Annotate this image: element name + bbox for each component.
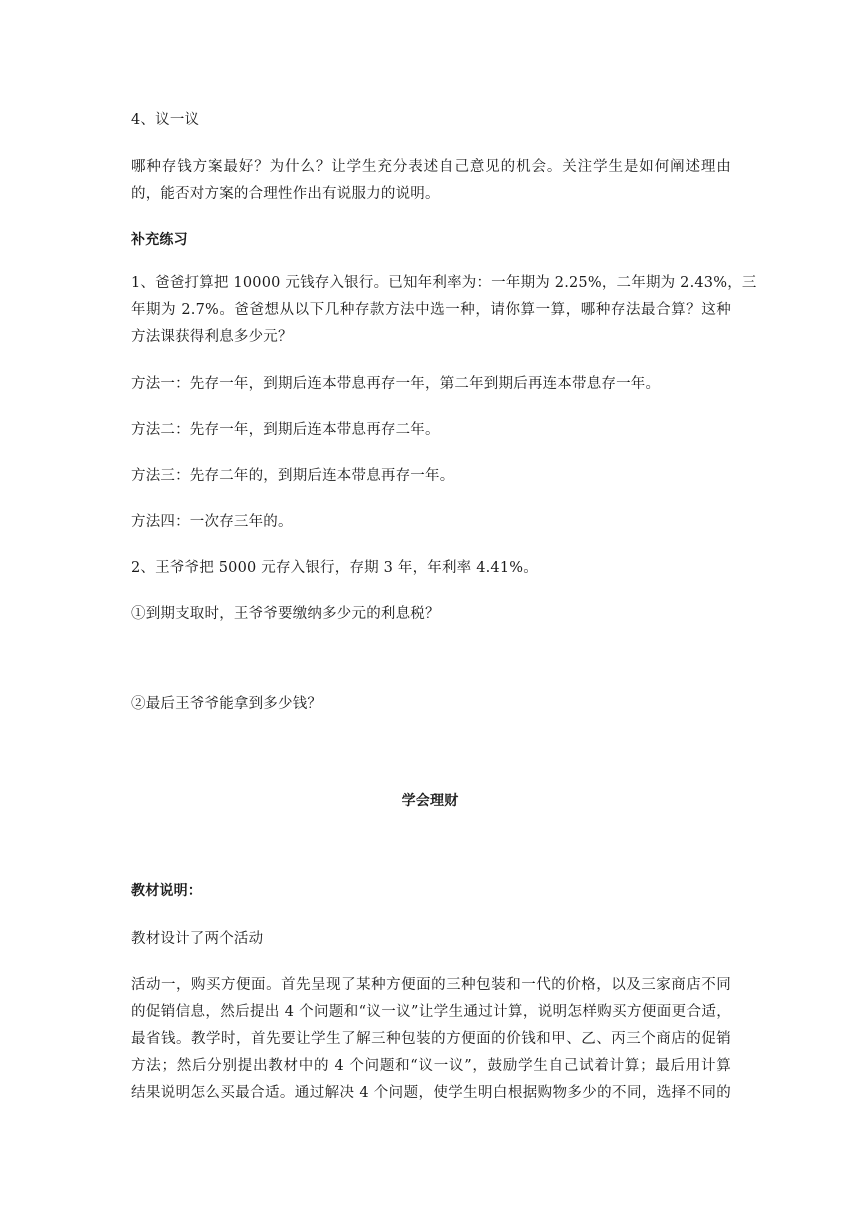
lesson-title: 学会理财 — [401, 793, 459, 809]
activity-1-paragraph — [131, 975, 731, 1110]
paragraph-line: 的促销信息，然后提出 4 个问题和“议一议”让学生通过计算，说明怎样购买方便面更合适， — [131, 1004, 731, 1020]
paragraph-line: 的，能否对方案的合理性作出有说服力的说明。 — [131, 186, 440, 202]
discuss-heading: 4、议一议 — [131, 112, 200, 128]
discuss-paragraph — [131, 157, 731, 211]
paragraph-line: 最省钱。教学时，首先要让学生了解三种包装的方便面的价钱和甲、乙、丙三个商店的促销 — [131, 1031, 731, 1047]
paragraph-line: 1、爸爸打算把 10000 元钱存入银行。已知年利率为：一年期为 2.25%，二年期为 2.43%，三 — [131, 275, 757, 291]
question-2-sub-1: ①到期支取时，王爷爷要缴纳多少元的利息税？ — [131, 606, 440, 622]
method-3: 方法三：先存二年的，到期后连本带息再存一年。 — [131, 468, 455, 484]
paragraph-line: 年期为 2.7%。爸爸想从以下几种存款方法中选一种，请你算一算，哪种存法最合算？这种 — [131, 302, 731, 318]
method-4: 方法四：一次存三年的。 — [131, 514, 293, 530]
paragraph-line: 结果说明怎么买最合适。通过解决 4 个问题，使学生明白根据购物多少的不同，选择不同的 — [131, 1085, 731, 1101]
material-heading: 教材说明： — [131, 883, 202, 899]
question-2-sub-2: ②最后王爷爷能拿到多少钱？ — [131, 696, 323, 712]
method-1: 方法一：先存一年，到期后连本带息再存一年，第二年到期后再连本带息存一年。 — [131, 376, 661, 392]
question-2: 2、王爷爷把 5000 元存入银行，存期 3 年，年利率 4.41%。 — [131, 560, 538, 576]
paragraph-line: 活动一，购买方便面。首先呈现了某种方便面的三种包装和一代的价格，以及三家商店不同 — [131, 977, 731, 993]
method-2: 方法二：先存一年，到期后连本带息再存二年。 — [131, 422, 440, 438]
supplement-heading: 补充练习 — [131, 232, 188, 248]
material-intro: 教材设计了两个活动 — [131, 931, 264, 947]
paragraph-line: 方法课获得利息多少元？ — [131, 329, 293, 345]
question-1-paragraph — [131, 273, 757, 354]
paragraph-line: 方法；然后分别提出教材中的 4 个问题和“议一议”，鼓励学生自己试着计算；最后用计算 — [131, 1058, 731, 1074]
paragraph-line: 哪种存钱方案最好？为什么？让学生充分表述自己意见的机会。关注学生是如何阐述理由 — [131, 159, 731, 175]
